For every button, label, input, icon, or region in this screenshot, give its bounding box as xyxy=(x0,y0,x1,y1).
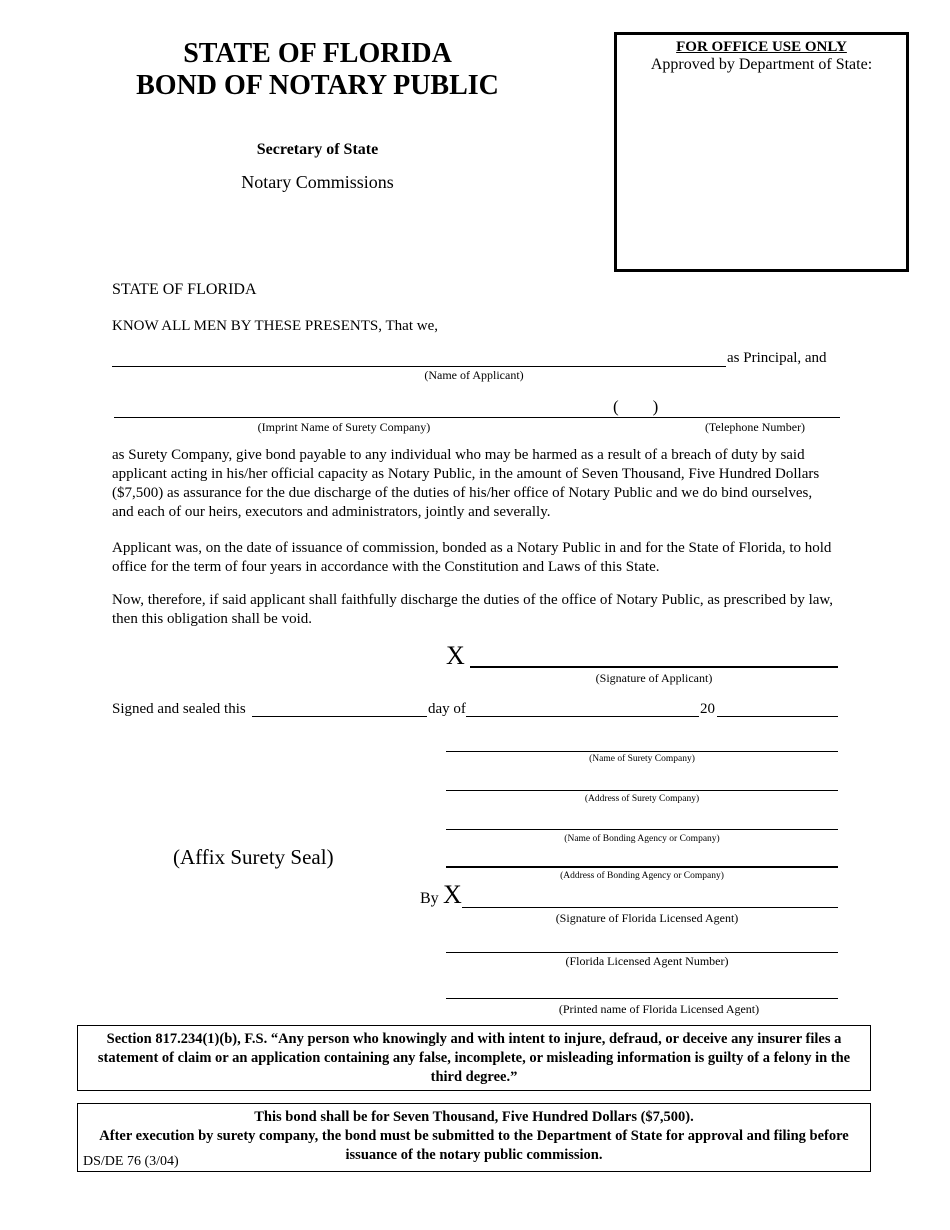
applicant-name-line[interactable] xyxy=(112,366,726,367)
as-principal-label: as Principal, and xyxy=(727,350,827,366)
bonding-agency-name-line[interactable] xyxy=(446,829,838,830)
applicant-x-mark: X xyxy=(446,641,465,670)
office-use-heading: FOR OFFICE USE ONLY xyxy=(676,39,847,55)
division-name: Notary Commissions xyxy=(241,172,394,192)
office-use-box xyxy=(614,32,909,272)
agent-signature-line[interactable] xyxy=(462,907,838,908)
month-blank[interactable] xyxy=(466,716,699,717)
agency-name: Secretary of State xyxy=(256,141,379,158)
surety-imprint-line[interactable] xyxy=(114,417,840,418)
year-prefix: 20 xyxy=(700,701,715,717)
name-of-bonding-agency-caption: (Name of Bonding Agency or Company) xyxy=(564,834,720,844)
statute-warning-text: Section 817.234(1)(b), F.S. “Any person who knowingly and with intent to injure, defraud, or deceive any insurer files a statement of claim or an application containing any false, incomplete, or misleading information is guilty of a felony in the third degree.” xyxy=(97,1031,851,1085)
form-title xyxy=(100,38,535,102)
bonding-agency-address-line[interactable] xyxy=(446,866,838,868)
signature-of-agent-caption: (Signature of Florida Licensed Agent) xyxy=(555,911,739,925)
day-of-label: day of xyxy=(428,701,466,717)
address-of-surety-caption: (Address of Surety Company) xyxy=(584,794,700,804)
title-line-1: STATE OF FLORIDA xyxy=(183,38,452,69)
agent-x-mark: X xyxy=(443,880,462,909)
day-blank[interactable] xyxy=(252,716,427,717)
surety-address-line[interactable] xyxy=(446,790,838,791)
printed-agent-name-caption: (Printed name of Florida Licensed Agent) xyxy=(558,1002,760,1016)
applicant-signature-line[interactable] xyxy=(470,666,838,668)
year-blank[interactable] xyxy=(717,716,838,717)
address-of-bonding-agency-caption: (Address of Bonding Agency or Company) xyxy=(560,871,724,881)
statute-warning-box xyxy=(77,1025,871,1091)
agent-printed-name-line[interactable] xyxy=(446,998,838,999)
form-number: DS/DE 76 (3/04) xyxy=(83,1154,179,1169)
agent-number-line[interactable] xyxy=(446,952,838,953)
by-label: By xyxy=(420,890,439,907)
bond-amount-line: This bond shall be for Seven Thousand, Five Hundred Dollars ($7,500). xyxy=(254,1109,694,1125)
name-of-applicant-caption: (Name of Applicant) xyxy=(424,368,524,382)
name-of-surety-caption: (Name of Surety Company) xyxy=(589,754,695,764)
state-label: STATE OF FLORIDA xyxy=(112,281,257,298)
surety-name-line[interactable] xyxy=(446,751,838,752)
title-line-2: BOND OF NOTARY PUBLIC xyxy=(136,70,499,101)
signature-of-applicant-caption: (Signature of Applicant) xyxy=(595,671,713,685)
bond-amount-box xyxy=(77,1103,871,1172)
telephone-caption: (Telephone Number) xyxy=(704,420,806,434)
signed-sealed-label: Signed and sealed this xyxy=(112,701,246,717)
agent-number-caption: (Florida Licensed Agent Number) xyxy=(565,954,729,968)
affix-surety-seal: (Affix Surety Seal) xyxy=(173,845,334,869)
bond-paragraph-2: Applicant was, on the date of issuance of commission, bonded as a Notary Public in and for the State of Florida, to hold office for the term of four years in accordance with the Constitution and Laws of this State. xyxy=(112,540,832,575)
submission-instructions: After execution by surety company, the bond must be submitted to the Department of State for approval and filing before issuance of the notary public commission. xyxy=(99,1128,849,1163)
bond-paragraph-3: Now, therefore, if said applicant shall faithfully discharge the duties of the office of Notary Public, as prescribed by law, then this obligation shall be void. xyxy=(112,592,834,627)
bond-paragraph-1: as Surety Company, give bond payable to any individual who may be harmed as a result of a breach of duty by said applicant acting in his/her official capacity as Notary Public, in the amount of Seven Thousand, Five Hundred Dollars ($7,500) as assurance for the due discharge of the duties of his/her office of Notary Public and we do bind ourselves, and each of our heirs, executors and administrators, jointly and severally. xyxy=(112,447,820,520)
know-all-men: KNOW ALL MEN BY THESE PRESENTS, That we, xyxy=(112,318,438,334)
office-use-approved: Approved by Department of State: xyxy=(650,56,873,73)
phone-parentheses: ( ) xyxy=(613,397,659,416)
imprint-name-caption: (Imprint Name of Surety Company) xyxy=(257,420,431,434)
